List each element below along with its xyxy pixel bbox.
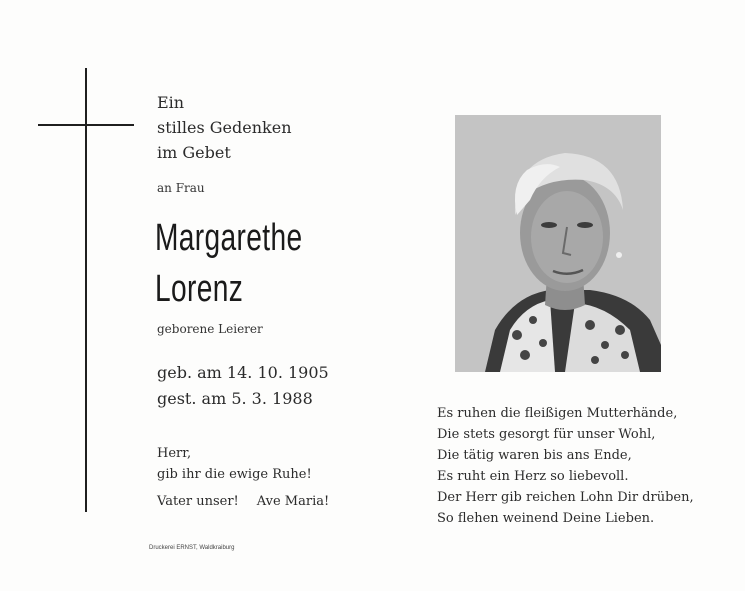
closing-prayers xyxy=(157,494,329,509)
closing-vater-unser: Vater unser! xyxy=(157,494,239,509)
prayer-line: gib ihr die ewige Ruhe! xyxy=(157,467,312,482)
intro-text xyxy=(157,90,292,165)
poem-line: Der Herr gib reichen Lohn Dir drüben, xyxy=(437,490,694,505)
life-dates xyxy=(157,360,329,412)
portrait-photo xyxy=(455,115,661,372)
closing-ave-maria: Ave Maria! xyxy=(256,494,330,509)
intro-line: stilles Gedenken xyxy=(157,118,292,137)
death-date: gest. am 5. 3. 1988 xyxy=(157,389,313,408)
prayer-line: Herr, xyxy=(157,446,192,461)
poem-line: Die stets gesorgt für unser Wohl, xyxy=(437,427,656,442)
poem-line: Es ruhen die fleißigen Mutterhände, xyxy=(437,406,678,421)
poem-line: So flehen weinend Deine Lieben. xyxy=(437,511,655,526)
poem-line: Es ruht ein Herz so liebevoll. xyxy=(437,469,629,484)
last-name: Lorenz xyxy=(155,268,244,310)
cross-vertical-bar xyxy=(85,68,87,512)
poem xyxy=(437,403,694,529)
birth-date: geb. am 14. 10. 1905 xyxy=(157,363,329,382)
intro-line: Ein xyxy=(157,93,185,112)
poem-line: Die tätig waren bis ans Ende, xyxy=(437,448,632,463)
printer-credit: Druckerei ERNST, Waldkraiburg xyxy=(149,545,235,551)
prayer-text xyxy=(157,443,312,485)
addressee: an Frau xyxy=(157,181,205,195)
intro-line: im Gebet xyxy=(157,143,231,162)
maiden-name: geborene Leierer xyxy=(157,322,263,336)
cross-horizontal-bar xyxy=(38,124,134,126)
first-name: Margarethe xyxy=(155,217,303,259)
